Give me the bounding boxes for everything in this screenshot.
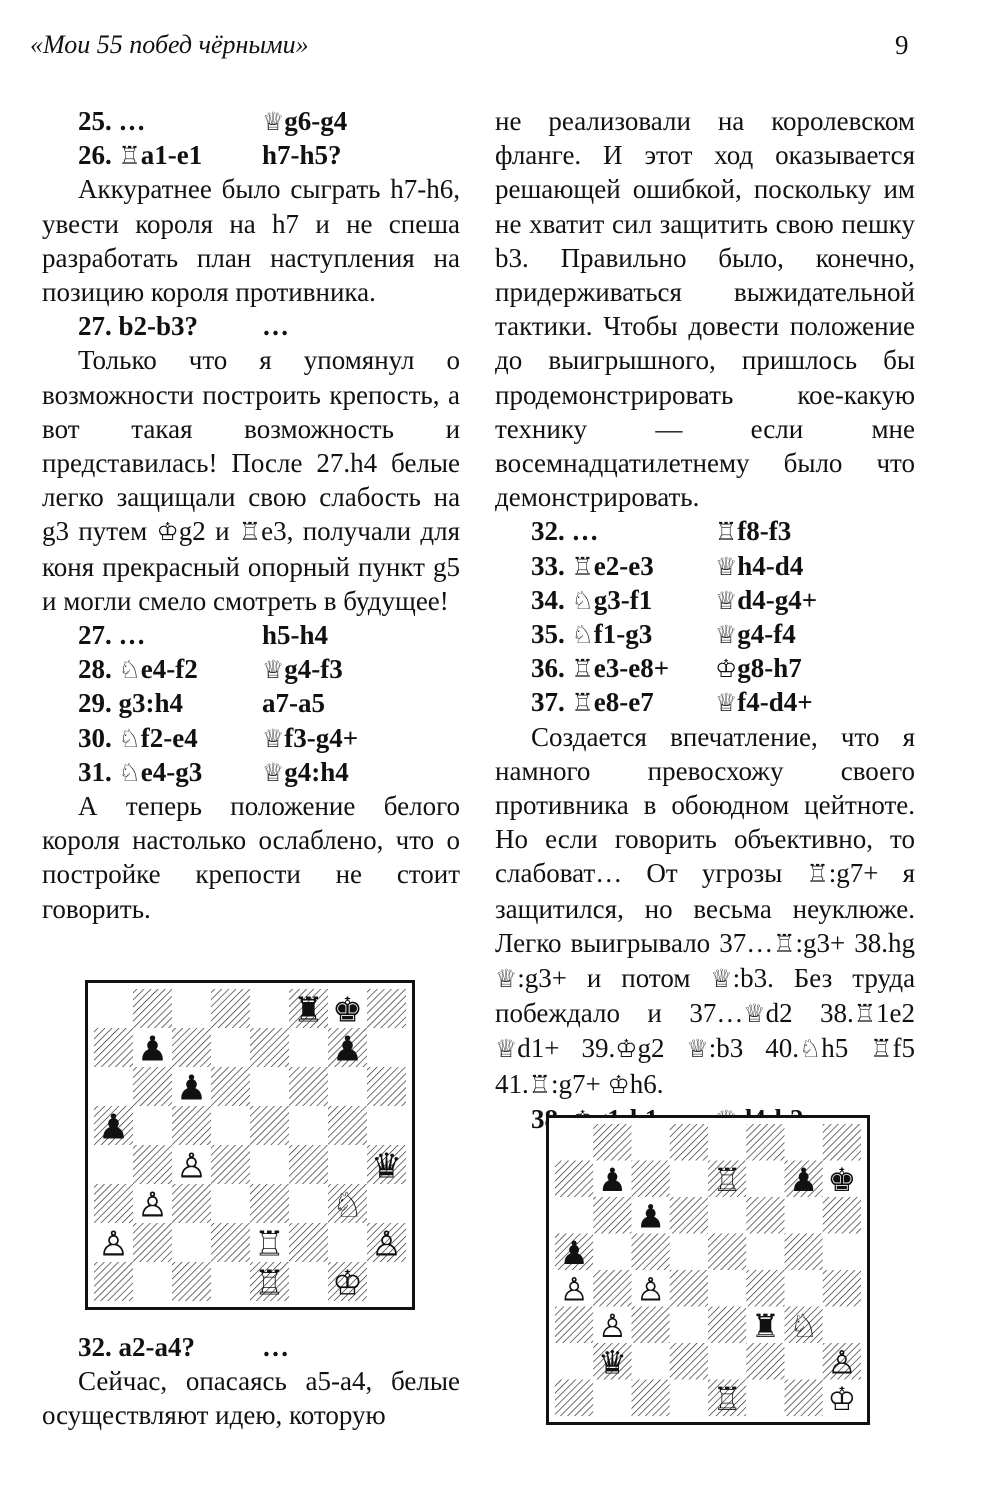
move-row <box>495 549 915 583</box>
dark-square <box>133 1223 172 1262</box>
light-square <box>785 1343 823 1380</box>
dark-square <box>746 1197 784 1234</box>
black-move: ♖f8-f3 <box>715 516 792 547</box>
chess-figurine-icon: ♔ <box>715 654 738 684</box>
chess-figurine-icon: ♘ <box>571 620 594 649</box>
dark-square <box>367 1067 406 1106</box>
dark-square <box>133 1145 172 1184</box>
chess-figurine-icon: ♖ <box>571 551 594 581</box>
dark-square <box>211 989 250 1028</box>
dark-square <box>555 1380 593 1417</box>
light-square <box>328 1223 367 1262</box>
dark-square <box>94 1028 133 1067</box>
white-rook-icon: ♖ <box>254 1224 285 1265</box>
move-row <box>42 309 460 343</box>
chess-figurine-icon: ♔ <box>607 1069 630 1099</box>
light-square <box>593 1234 631 1271</box>
black-rook-icon: ♜ <box>293 990 324 1031</box>
commentary-paragraph: не реализовали на королевском фланге. И этот ход оказывается решающей ошибкой, поскольку им не хватит сил защитить свою пешку b3. Правильно было, конечно, придерживаться выжидательной тактики. Чтобы довести положение до выигрышного, пришлось бы продемонстрировать кое-какую технику — если мне восемнадцатилетнему было что демонстрировать. <box>495 106 915 513</box>
light-square <box>632 1124 670 1161</box>
chess-figurine-icon: ♘ <box>118 757 141 787</box>
black-move: ♕g6-g4 <box>262 106 348 136</box>
dark-square <box>289 1145 328 1184</box>
dark-square <box>133 1067 172 1106</box>
chess-figurine-icon: ♕ <box>495 963 518 993</box>
light-square <box>746 1234 784 1271</box>
black-queen-icon: ♛ <box>597 1343 627 1382</box>
light-square <box>593 1380 631 1417</box>
move-row <box>42 721 460 755</box>
dark-square <box>670 1343 708 1380</box>
light-square <box>211 1106 250 1145</box>
white-knight-icon: ♘ <box>332 1185 363 1226</box>
light-square <box>670 1307 708 1344</box>
white-move: 26. ♖a1-e1 <box>78 140 203 171</box>
dark-square <box>328 1106 367 1145</box>
move-row <box>42 755 460 789</box>
black-move: ♕f4-d4+ <box>715 687 813 718</box>
light-square <box>708 1197 746 1234</box>
light-square <box>94 989 133 1028</box>
move-row <box>495 651 915 685</box>
chess-figurine-icon: ♔ <box>156 517 179 547</box>
white-move: 29. g3:h4 <box>78 688 184 719</box>
chessboard-svg <box>555 1124 861 1416</box>
dark-square <box>555 1307 593 1344</box>
light-square <box>289 1184 328 1223</box>
light-square <box>133 1262 172 1301</box>
chess-diagram-2 <box>546 1115 870 1425</box>
light-square <box>708 1343 746 1380</box>
white-rook-icon: ♖ <box>254 1263 285 1301</box>
dark-square <box>250 1106 289 1145</box>
white-pawn-icon: ♙ <box>597 1306 627 1345</box>
white-pawn-icon: ♙ <box>137 1185 168 1226</box>
chess-figurine-icon: ♕ <box>715 620 738 649</box>
dark-square <box>211 1223 250 1262</box>
black-pawn-icon: ♟ <box>176 1068 207 1109</box>
dark-square <box>289 1067 328 1106</box>
dark-square <box>94 1262 133 1301</box>
chess-figurine-icon: ♖ <box>773 928 796 958</box>
chess-figurine-icon: ♖ <box>238 517 262 547</box>
white-king-icon: ♔ <box>332 1263 363 1301</box>
move-row <box>495 514 915 548</box>
left-column-bottom <box>42 1330 460 1433</box>
dark-square <box>632 1234 670 1271</box>
black-pawn-icon: ♟ <box>137 1029 168 1070</box>
light-square <box>746 1380 784 1417</box>
chess-figurine-icon: ♖ <box>715 517 738 547</box>
white-rook-icon: ♖ <box>712 1160 742 1199</box>
light-square <box>367 1028 406 1067</box>
black-move: ♕g4-f4 <box>715 619 796 649</box>
white-rook-icon: ♖ <box>712 1379 742 1416</box>
chess-diagram-1 <box>85 980 415 1310</box>
chess-figurine-icon: ♖ <box>571 654 594 684</box>
commentary-paragraph: Сейчас, опасаясь a5-a4, белые осуществляют идею, которую <box>42 1366 460 1431</box>
move-row <box>42 1330 460 1364</box>
white-pawn-icon: ♙ <box>636 1270 666 1309</box>
white-pawn-icon: ♙ <box>176 1146 207 1187</box>
right-column <box>495 104 915 1136</box>
light-square <box>211 1028 250 1067</box>
white-move: 37. ♖e8-e7 <box>531 687 654 718</box>
white-pawn-icon: ♙ <box>98 1224 129 1265</box>
light-square <box>632 1343 670 1380</box>
black-pawn-icon: ♟ <box>98 1107 129 1148</box>
white-pawn-icon: ♙ <box>559 1270 589 1309</box>
dark-square <box>94 1184 133 1223</box>
dark-square <box>746 1270 784 1307</box>
black-rook-icon: ♜ <box>750 1306 780 1345</box>
light-square <box>785 1124 823 1161</box>
move-row <box>42 686 460 720</box>
white-move: 33. ♖e2-e3 <box>531 550 654 581</box>
light-square <box>670 1234 708 1271</box>
light-square <box>328 1067 367 1106</box>
dark-square <box>211 1067 250 1106</box>
move-row <box>42 104 460 138</box>
light-square <box>289 1106 328 1145</box>
light-square <box>250 1145 289 1184</box>
light-square <box>555 1124 593 1161</box>
light-square <box>555 1343 593 1380</box>
chess-figurine-icon: ♕ <box>686 1034 709 1064</box>
black-move: ♕h4-d4 <box>715 550 804 581</box>
chess-figurine-icon: ♕ <box>743 999 766 1029</box>
dark-square <box>823 1270 861 1307</box>
light-square <box>328 1145 367 1184</box>
chess-figurine-icon: ♕ <box>715 585 738 615</box>
dark-square <box>593 1124 631 1161</box>
commentary-paragraph: Аккуратнее было сыграть h7-h6, увести короля на h7 и не спеша разработать план наступления на позицию короля противника. <box>42 174 460 307</box>
white-move: 32. a2-a4? <box>78 1332 195 1362</box>
black-move: ♕d4-g4+ <box>715 584 818 615</box>
chess-figurine-icon: ♕ <box>262 107 285 136</box>
dark-square <box>746 1124 784 1161</box>
dark-square <box>785 1234 823 1271</box>
light-square <box>785 1197 823 1234</box>
black-queen-icon: ♛ <box>371 1146 402 1187</box>
light-square <box>670 1380 708 1417</box>
chess-figurine-icon: ♖ <box>806 859 829 889</box>
dark-square <box>632 1380 670 1417</box>
chess-figurine-icon: ♕ <box>710 963 733 993</box>
light-square <box>823 1307 861 1344</box>
commentary-paragraph: Только что я упомянул о возможности построить крепость, а вот такая возможность и представилась! После 27.h4 белые легко защищали свою слабость на g3 путем ♔g2 и ♖e3, получали для коня прекрасный опорный пункт g5 и могли смело смотреть в будущее! <box>42 345 461 616</box>
light-square <box>670 1161 708 1198</box>
black-pawn-icon: ♟ <box>559 1233 589 1272</box>
chess-figurine-icon: ♕ <box>715 551 738 581</box>
chess-figurine-icon: ♘ <box>118 723 141 753</box>
black-pawn-icon: ♟ <box>597 1160 627 1199</box>
chess-figurine-icon: ♖ <box>870 1034 893 1064</box>
move-row <box>42 652 460 686</box>
chess-figurine-icon: ♘ <box>118 655 141 685</box>
black-move: a7-a5 <box>262 688 325 719</box>
light-square <box>94 1067 133 1106</box>
black-move: … <box>262 1332 289 1362</box>
commentary-paragraph: А теперь положение белого короля настолько ослаблено, что о постройке крепости не стоит говорить. <box>42 790 460 924</box>
dark-square <box>785 1380 823 1417</box>
white-move: 30. ♘f2-e4 <box>78 722 198 753</box>
dark-square <box>250 1184 289 1223</box>
white-king-icon: ♔ <box>827 1379 857 1416</box>
white-move: 25. … <box>78 106 146 136</box>
dark-square <box>708 1234 746 1271</box>
black-move: ♕g4-f3 <box>262 654 343 685</box>
move-row <box>495 617 915 651</box>
dark-square <box>289 1223 328 1262</box>
black-pawn-icon: ♟ <box>636 1197 666 1236</box>
white-move: 27. b2-b3? <box>78 311 199 342</box>
white-move: 32. … <box>531 516 599 547</box>
white-pawn-icon: ♙ <box>371 1224 402 1265</box>
white-pawn-icon: ♙ <box>827 1343 857 1382</box>
black-move: h5-h4 <box>262 620 329 650</box>
dark-square <box>632 1307 670 1344</box>
chess-figurine-icon: ♕ <box>715 688 738 718</box>
black-move: ♕f3-g4+ <box>262 722 359 753</box>
light-square <box>94 1145 133 1184</box>
page-number: 9 <box>895 30 909 60</box>
dark-square <box>708 1307 746 1344</box>
light-square <box>708 1270 746 1307</box>
dark-square <box>172 1262 211 1301</box>
dark-square <box>746 1343 784 1380</box>
dark-square <box>670 1197 708 1234</box>
white-move: 27. … <box>78 620 146 650</box>
light-square <box>289 1028 328 1067</box>
light-square <box>133 1106 172 1145</box>
light-square <box>250 1067 289 1106</box>
dark-square <box>172 1028 211 1067</box>
light-square <box>211 1184 250 1223</box>
light-square <box>250 989 289 1028</box>
light-square <box>367 1262 406 1301</box>
dark-square <box>367 989 406 1028</box>
black-move: h7-h5? <box>262 140 342 171</box>
running-header-title: «Мои 55 побед чёрными» <box>30 30 309 59</box>
dark-square <box>172 1106 211 1145</box>
move-row <box>495 685 915 719</box>
chess-figurine-icon: ♕ <box>262 757 285 787</box>
chess-figurine-icon: ♘ <box>799 1034 822 1064</box>
dark-square <box>555 1161 593 1198</box>
dark-square <box>823 1124 861 1161</box>
white-move: 31. ♘e4-g3 <box>78 756 203 787</box>
dark-square <box>593 1197 631 1234</box>
black-move: … <box>262 311 289 342</box>
chessboard-svg <box>94 989 406 1301</box>
move-row <box>42 618 460 652</box>
chess-figurine-icon: ♕ <box>495 1034 518 1064</box>
light-square <box>289 1262 328 1301</box>
black-move: ♕g4:h4 <box>262 756 349 787</box>
dark-square <box>823 1197 861 1234</box>
light-square <box>172 1223 211 1262</box>
dark-square <box>670 1270 708 1307</box>
chess-figurine-icon: ♔ <box>615 1034 638 1064</box>
light-square <box>172 989 211 1028</box>
dark-square <box>211 1145 250 1184</box>
dark-square <box>133 989 172 1028</box>
light-square <box>367 1106 406 1145</box>
light-square <box>708 1124 746 1161</box>
light-square <box>746 1161 784 1198</box>
black-king-icon: ♚ <box>827 1160 857 1199</box>
commentary-paragraph: Создается впечатление, что я намного превосхожу своего противника в обоюдном цейтноте. Но если говорить объективно, то слабоват… От угрозы ♖:g7+ я защитился, но весьма неуклюже. Легко выигрывало 37…♖:g3+ 38.hg ♕:g3+ и потом ♕:b3. Без труда побеждало и 37…♕d2 38.♖1e2 ♕d1+ 39.♔g2 ♕:b3 40.♘h5 ♖f5 41.♖:g7+ ♔h6. <box>495 721 916 1099</box>
left-column <box>42 104 460 926</box>
chess-figurine-icon: ♘ <box>571 585 594 615</box>
chess-figurine-icon: ♖ <box>571 688 594 718</box>
dark-square <box>632 1161 670 1198</box>
chess-figurine-icon: ♕ <box>262 723 285 753</box>
white-move: 35. ♘f1-g3 <box>531 619 653 649</box>
light-square <box>555 1197 593 1234</box>
dark-square <box>250 1028 289 1067</box>
light-square <box>785 1270 823 1307</box>
white-move: 3 <box>495 1102 715 1136</box>
black-pawn-icon: ♟ <box>789 1160 819 1199</box>
dark-square <box>670 1124 708 1161</box>
move-row <box>495 583 915 617</box>
black-king-icon: ♚ <box>332 990 363 1031</box>
white-move: 28. ♘e4-f2 <box>78 654 198 685</box>
white-move: 34. ♘g3-f1 <box>531 584 653 615</box>
dark-square <box>172 1184 211 1223</box>
chess-figurine-icon: ♖ <box>853 999 877 1029</box>
light-square <box>367 1184 406 1223</box>
black-pawn-icon: ♟ <box>332 1029 363 1070</box>
white-knight-icon: ♘ <box>789 1306 819 1345</box>
move-row <box>42 138 460 172</box>
chess-figurine-icon: ♖ <box>118 141 141 171</box>
white-move: 36. ♖e3-e8+ <box>531 653 670 684</box>
chess-figurine-icon: ♖ <box>528 1069 552 1099</box>
dark-square <box>593 1270 631 1307</box>
black-move: ♔g8-h7 <box>715 653 802 684</box>
light-square <box>823 1234 861 1271</box>
chess-figurine-icon: ♕ <box>262 655 285 685</box>
light-square <box>211 1262 250 1301</box>
